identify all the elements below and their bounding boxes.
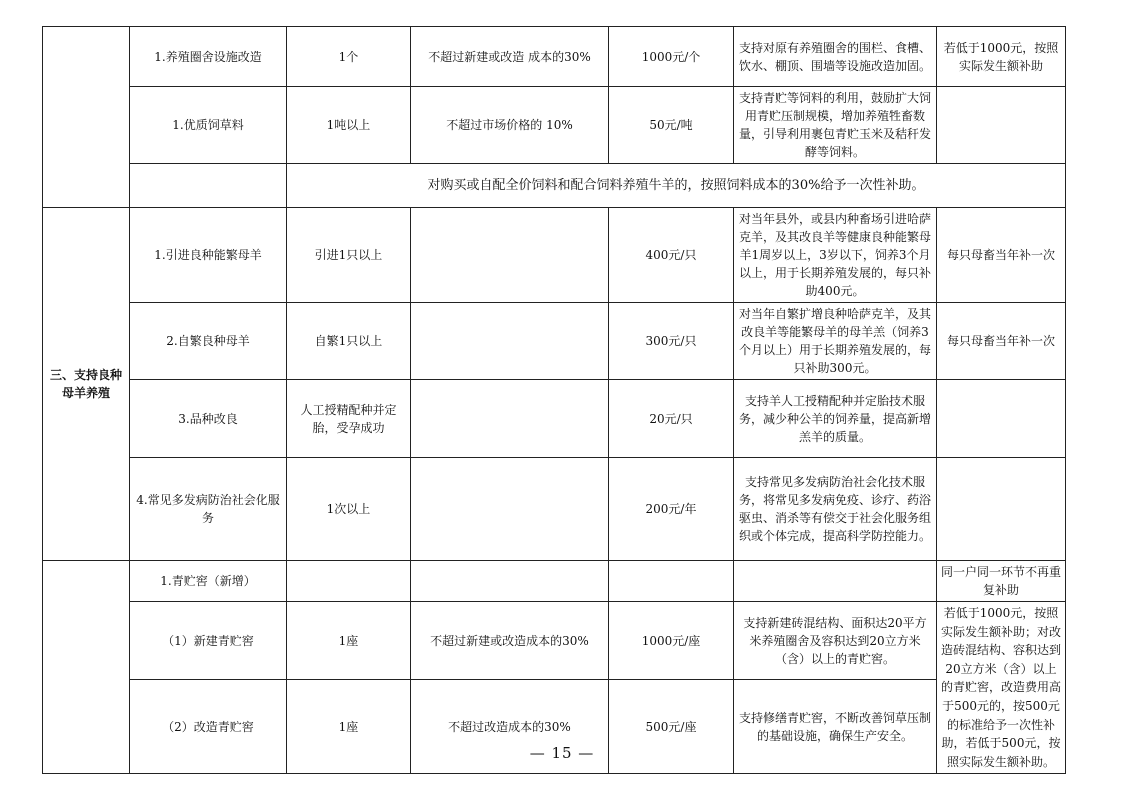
condition-cell: 1座 [287,680,411,774]
table-row [43,303,1066,380]
condition-cell: 1次以上 [287,458,411,561]
standard-cell [411,458,609,561]
content-cell: 支持羊人工授精配种并定胎技术服务，减少种公羊的饲养量，提高新增羔羊的质量。 [734,380,937,458]
amount-cell: 500元/座 [609,680,734,774]
standard-cell [411,208,609,303]
content-cell: 支持常见多发病防治社会化技术服务，将常见多发病免疫、诊疗、药浴驱虫、消杀等有偿交于社会化服务组织或个体完成，提高科学防控能力。 [734,458,937,561]
note-cell [937,87,1066,164]
condition-cell: 1个 [287,27,411,87]
amount-cell: 20元/只 [609,380,734,458]
table-row [43,561,1066,602]
standard-cell [411,303,609,380]
note-cell [937,458,1066,561]
condition-cell: 1座 [287,602,411,680]
item-cell: 3.品种改良 [130,380,287,458]
note-cell: 若低于1000元，按照实际发生额补助；对改造砖混结构、容积达到20立方米（含）以上的青贮窖，改造费用高于500元的，按500元的标准给予一次性补助，若低于500元，按照实际发生额补助。 [937,602,1066,774]
table-row [43,27,1066,87]
item-cell-empty [130,164,287,208]
item-cell: （1）新建青贮窖 [130,602,287,680]
table-row [43,164,1066,208]
item-cell: 1.青贮窖（新增） [130,561,287,602]
item-cell: 1.养殖圈舍设施改造 [130,27,287,87]
content-cell [734,561,937,602]
amount-cell: 1000元/个 [609,27,734,87]
content-cell: 支持对原有养殖圈舍的围栏、食槽、饮水、棚顶、围墙等设施改造加固。 [734,27,937,87]
note-cell [937,380,1066,458]
standard-cell: 不超过改造成本的30% [411,680,609,774]
condition-cell: 自繁1只以上 [287,303,411,380]
category-cell-empty [43,27,130,208]
condition-cell: 人工授精配种并定胎，受孕成功 [287,380,411,458]
category-cell: 三、支持良种母羊养殖 [43,208,130,561]
note-cell: 每只母畜当年补一次 [937,303,1066,380]
amount-cell: 200元/年 [609,458,734,561]
amount-cell: 300元/只 [609,303,734,380]
page-number: — 15 — [529,744,595,762]
content-cell: 支持新建砖混结构、面积达20平方米养殖圈舍及容积达到20立方米（含）以上的青贮窖。 [734,602,937,680]
standard-cell [411,380,609,458]
condition-cell: 引进1只以上 [287,208,411,303]
note-cell: 每只母畜当年补一次 [937,208,1066,303]
standard-cell: 不超过新建或改造 成本的30% [411,27,609,87]
merged-note-cell: 对购买或自配全价饲料和配合饲料养殖牛羊的，按照饲料成本的30%给予一次性补助。 [287,164,1066,208]
item-cell: 4.常见多发病防治社会化服务 [130,458,287,561]
standard-cell: 不超过新建或改造成本的30% [411,602,609,680]
condition-cell: 1吨以上 [287,87,411,164]
content-cell: 对当年县外，或县内种畜场引进哈萨克羊，及其改良羊等健康良种能繁母羊1周岁以上，3岁以下，饲养3个月以上，用于长期养殖发展的，每只补助400元。 [734,208,937,303]
subsidy-table [42,26,1066,774]
table-row [43,602,1066,680]
category-cell-empty [43,561,130,774]
table-row [43,87,1066,164]
content-cell: 对当年自繁扩增良种哈萨克羊，及其改良羊等能繁母羊的母羊羔（饲养3个月以上）用于长期养殖发展的，每只补助300元。 [734,303,937,380]
amount-cell: 400元/只 [609,208,734,303]
note-cell: 若低于1000元，按照实际发生额补助 [937,27,1066,87]
table-row [43,458,1066,561]
standard-cell [411,561,609,602]
content-cell: 支持修缮青贮窖，不断改善饲草压制的基础设施，确保生产安全。 [734,680,937,774]
content-cell: 支持青贮等饲料的利用，鼓励扩大饲用青贮压制规模，增加养殖牲畜数量，引导利用裹包青贮玉米及秸秆发酵等饲料。 [734,87,937,164]
note-cell: 同一户同一环节不再重复补助 [937,561,1066,602]
amount-cell: 1000元/座 [609,602,734,680]
condition-cell [287,561,411,602]
standard-cell: 不超过市场价格的 10% [411,87,609,164]
item-cell: 2.自繁良种母羊 [130,303,287,380]
table-row [43,380,1066,458]
item-cell: （2）改造青贮窖 [130,680,287,774]
amount-cell: 50元/吨 [609,87,734,164]
item-cell: 1.优质饲草料 [130,87,287,164]
table-row [43,208,1066,303]
item-cell: 1.引进良种能繁母羊 [130,208,287,303]
amount-cell [609,561,734,602]
